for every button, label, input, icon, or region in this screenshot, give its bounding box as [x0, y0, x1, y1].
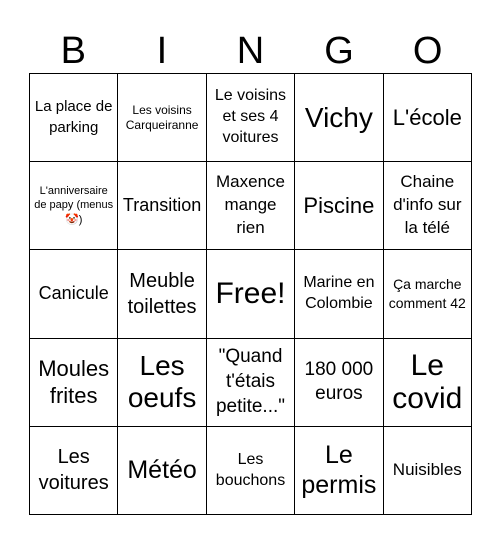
cell-label: Les voisins Carqueiranne: [125, 103, 199, 132]
cell-label: Free!: [215, 277, 286, 311]
cell-label: L'école: [392, 104, 462, 130]
bingo-cell[interactable]: [295, 339, 383, 427]
header-letter-g: G: [324, 30, 354, 72]
header-letter-i: I: [156, 30, 168, 72]
bingo-cell[interactable]: [118, 162, 206, 250]
header-letter-b: B: [60, 30, 86, 72]
bingo-cell[interactable]: [295, 162, 383, 250]
cell-label: Ça marche comment 42: [388, 275, 466, 311]
bingo-cell[interactable]: [295, 250, 383, 338]
cell-label: Nuisibles: [392, 459, 462, 479]
bingo-cell[interactable]: [118, 339, 206, 427]
cell-label: Météo: [127, 456, 197, 485]
bingo-cell[interactable]: [384, 339, 472, 427]
bingo-cell[interactable]: [118, 74, 206, 162]
cell-label: Marine en Colombie: [303, 274, 375, 312]
header-letter-o: O: [412, 30, 443, 72]
bingo-cell[interactable]: [207, 162, 295, 250]
cell-label: Vichy: [304, 101, 373, 133]
cell-label: Le covid: [392, 349, 463, 416]
bingo-cell[interactable]: [295, 427, 383, 515]
bingo-cell[interactable]: [118, 250, 206, 338]
bingo-cell[interactable]: [384, 162, 472, 250]
cell-label: Piscine: [303, 193, 375, 219]
cell-label: Le permis: [301, 441, 377, 500]
bingo-cell[interactable]: [384, 427, 472, 515]
bingo-cell[interactable]: [207, 74, 295, 162]
cell-label: Les oeufs: [127, 350, 197, 414]
header-letter-n: N: [236, 30, 265, 72]
bingo-cell[interactable]: [207, 339, 295, 427]
bingo-cell[interactable]: [30, 250, 118, 338]
bingo-cell[interactable]: [30, 427, 118, 515]
cell-label: Le voisins et ses 4 voitures: [214, 87, 287, 146]
cell-label: Transition: [122, 195, 202, 216]
bingo-grid: [29, 73, 472, 515]
bingo-cell[interactable]: [207, 250, 295, 338]
bingo-header: [29, 22, 472, 74]
bingo-cell[interactable]: [30, 339, 118, 427]
cell-label: Canicule: [38, 283, 109, 304]
bingo-cell[interactable]: [384, 250, 472, 338]
cell-label: Maxence mange rien: [216, 172, 285, 238]
cell-label: Meuble toilettes: [127, 269, 197, 318]
bingo-cell[interactable]: [295, 74, 383, 162]
cell-label: L'anniversaire de papy (menus 🤡): [34, 184, 114, 227]
bingo-cell[interactable]: [384, 74, 472, 162]
cell-label: Les bouchons: [215, 450, 286, 490]
bingo-cell[interactable]: [30, 162, 118, 250]
cell-label: La place de parking: [34, 98, 113, 136]
bingo-cell[interactable]: [30, 74, 118, 162]
cell-label: 180 000 euros: [304, 358, 374, 405]
cell-label: "Quand t'étais petite...": [215, 346, 286, 417]
bingo-cell[interactable]: [207, 427, 295, 515]
bingo-cell[interactable]: [118, 427, 206, 515]
cell-label: Chaine d'info sur la télé: [393, 172, 462, 238]
cell-label: Les voitures: [38, 446, 109, 495]
cell-label: Moules frites: [38, 355, 110, 409]
